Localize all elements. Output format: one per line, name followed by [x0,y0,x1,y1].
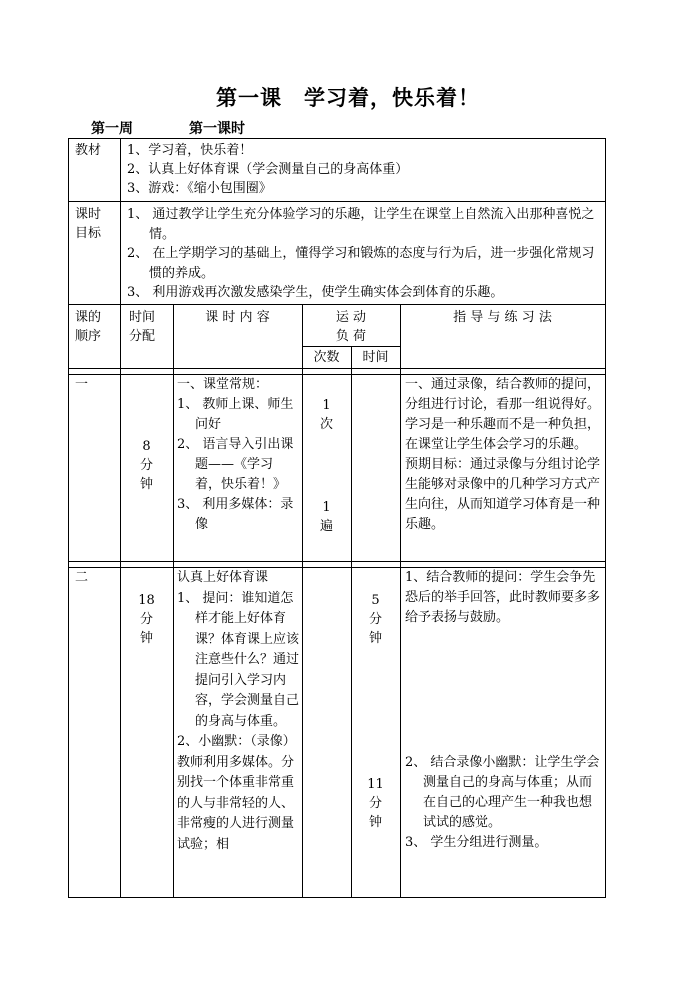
row-divider [69,201,605,202]
section1-time: 8 分 钟 [139,439,153,492]
goals-item: 2、 在上学期学习的基础上，懂得学习和锻炼的态度与行为后，进一步强化常规习惯的养成。 [127,246,595,281]
materials-list [127,141,597,198]
header-content: 课 时 内 容 [205,310,270,325]
goals-item: 3、 利用游戏再次激发感染学生，使学生确实体会到体育的乐趣。 [127,285,504,300]
section1-count-a: 1 次 [319,398,333,432]
section2-guide-b: 2、 结合录像小幽默：让学生学会测量自己的身高与体重；从而在自己的心理产生一种我也想试试的感觉。 3、 学生分组进行测量。 [405,755,600,850]
header-time: 时间 分配 [129,310,156,344]
week-label: 第一周 [91,121,133,137]
section2-time: 18 分 钟 [138,593,155,646]
column-divider [120,139,121,897]
row-divider [69,561,605,562]
section1-guide: 一、通过录像，结合教师的提问，分组进行讨论，看那一组说得好。学习是一种乐趣而不是一种负担，在课堂让学生体会学习的乐趣。 预期目标：通过录像与分组讨论学生能够对录像中的几种学习方式产生向往，从而知道学习体育是一种乐趣。 [405,377,601,532]
header-load: 运 动 负 荷 [335,310,367,344]
materials-item: 1、学习着，快乐着！ [127,143,253,158]
goals-label: 课时 目标 [75,207,102,241]
row-divider [69,304,605,305]
goals-item: 1、 通过教学让学生充分体验学习的乐趣，让学生在课堂上自然流入出那种喜悦之情。 [127,207,595,242]
section1-order: 一 [75,377,89,392]
materials-item: 2、认真上好体育课（学会测量自己的身高体重） [127,162,409,177]
column-divider [173,304,174,897]
title-lesson-name: 学习着，快乐着！ [304,85,480,110]
header-order: 课的 顺序 [75,310,102,344]
materials-label: 教材 [75,143,102,158]
materials-item: 3、游戏：《缩小包围圈》 [127,181,272,196]
row-divider [69,368,605,369]
column-divider [302,304,303,897]
section2-duration-b: 11 分 钟 [367,777,384,830]
header-duration: 时间 [362,350,389,365]
section1-content: 一、课堂常规： 1、 教师上课、师生问好 2、 语言导入引出课题——《学习着，快乐着！》 3、 利用多媒体：录像 [177,377,294,532]
lesson-period-label: 第一课时 [189,121,245,137]
section2-duration-a: 5 分 钟 [368,593,382,646]
section2-content: 认真上好体育课 1、 提问：谁知道怎样才能上好体育课？体育课上应该注意些什么？通过提问引入学习内容，学会测量自己的身高与体重。 2、小幽默：（录像）教师利用多媒体。分别找一个体重非常重的人与非常轻的人、非常瘦的人进行测量试验；相 [177,570,300,852]
lesson-plan-table [68,138,606,898]
section1-count-b: 1 遍 [319,500,333,534]
column-divider [400,304,401,897]
header-count: 次数 [313,350,340,365]
section2-guide-a: 1、结合教师的提问：学生会争先恐后的举手回答，此时教师要多多给予表扬与鼓励。 [405,570,601,625]
title-lesson-number: 第一课 [216,85,282,110]
goals-list [127,205,599,303]
page-title [0,84,696,112]
header-guide: 指 导 与 练 习 法 [453,310,552,325]
section2-order: 二 [75,570,89,585]
